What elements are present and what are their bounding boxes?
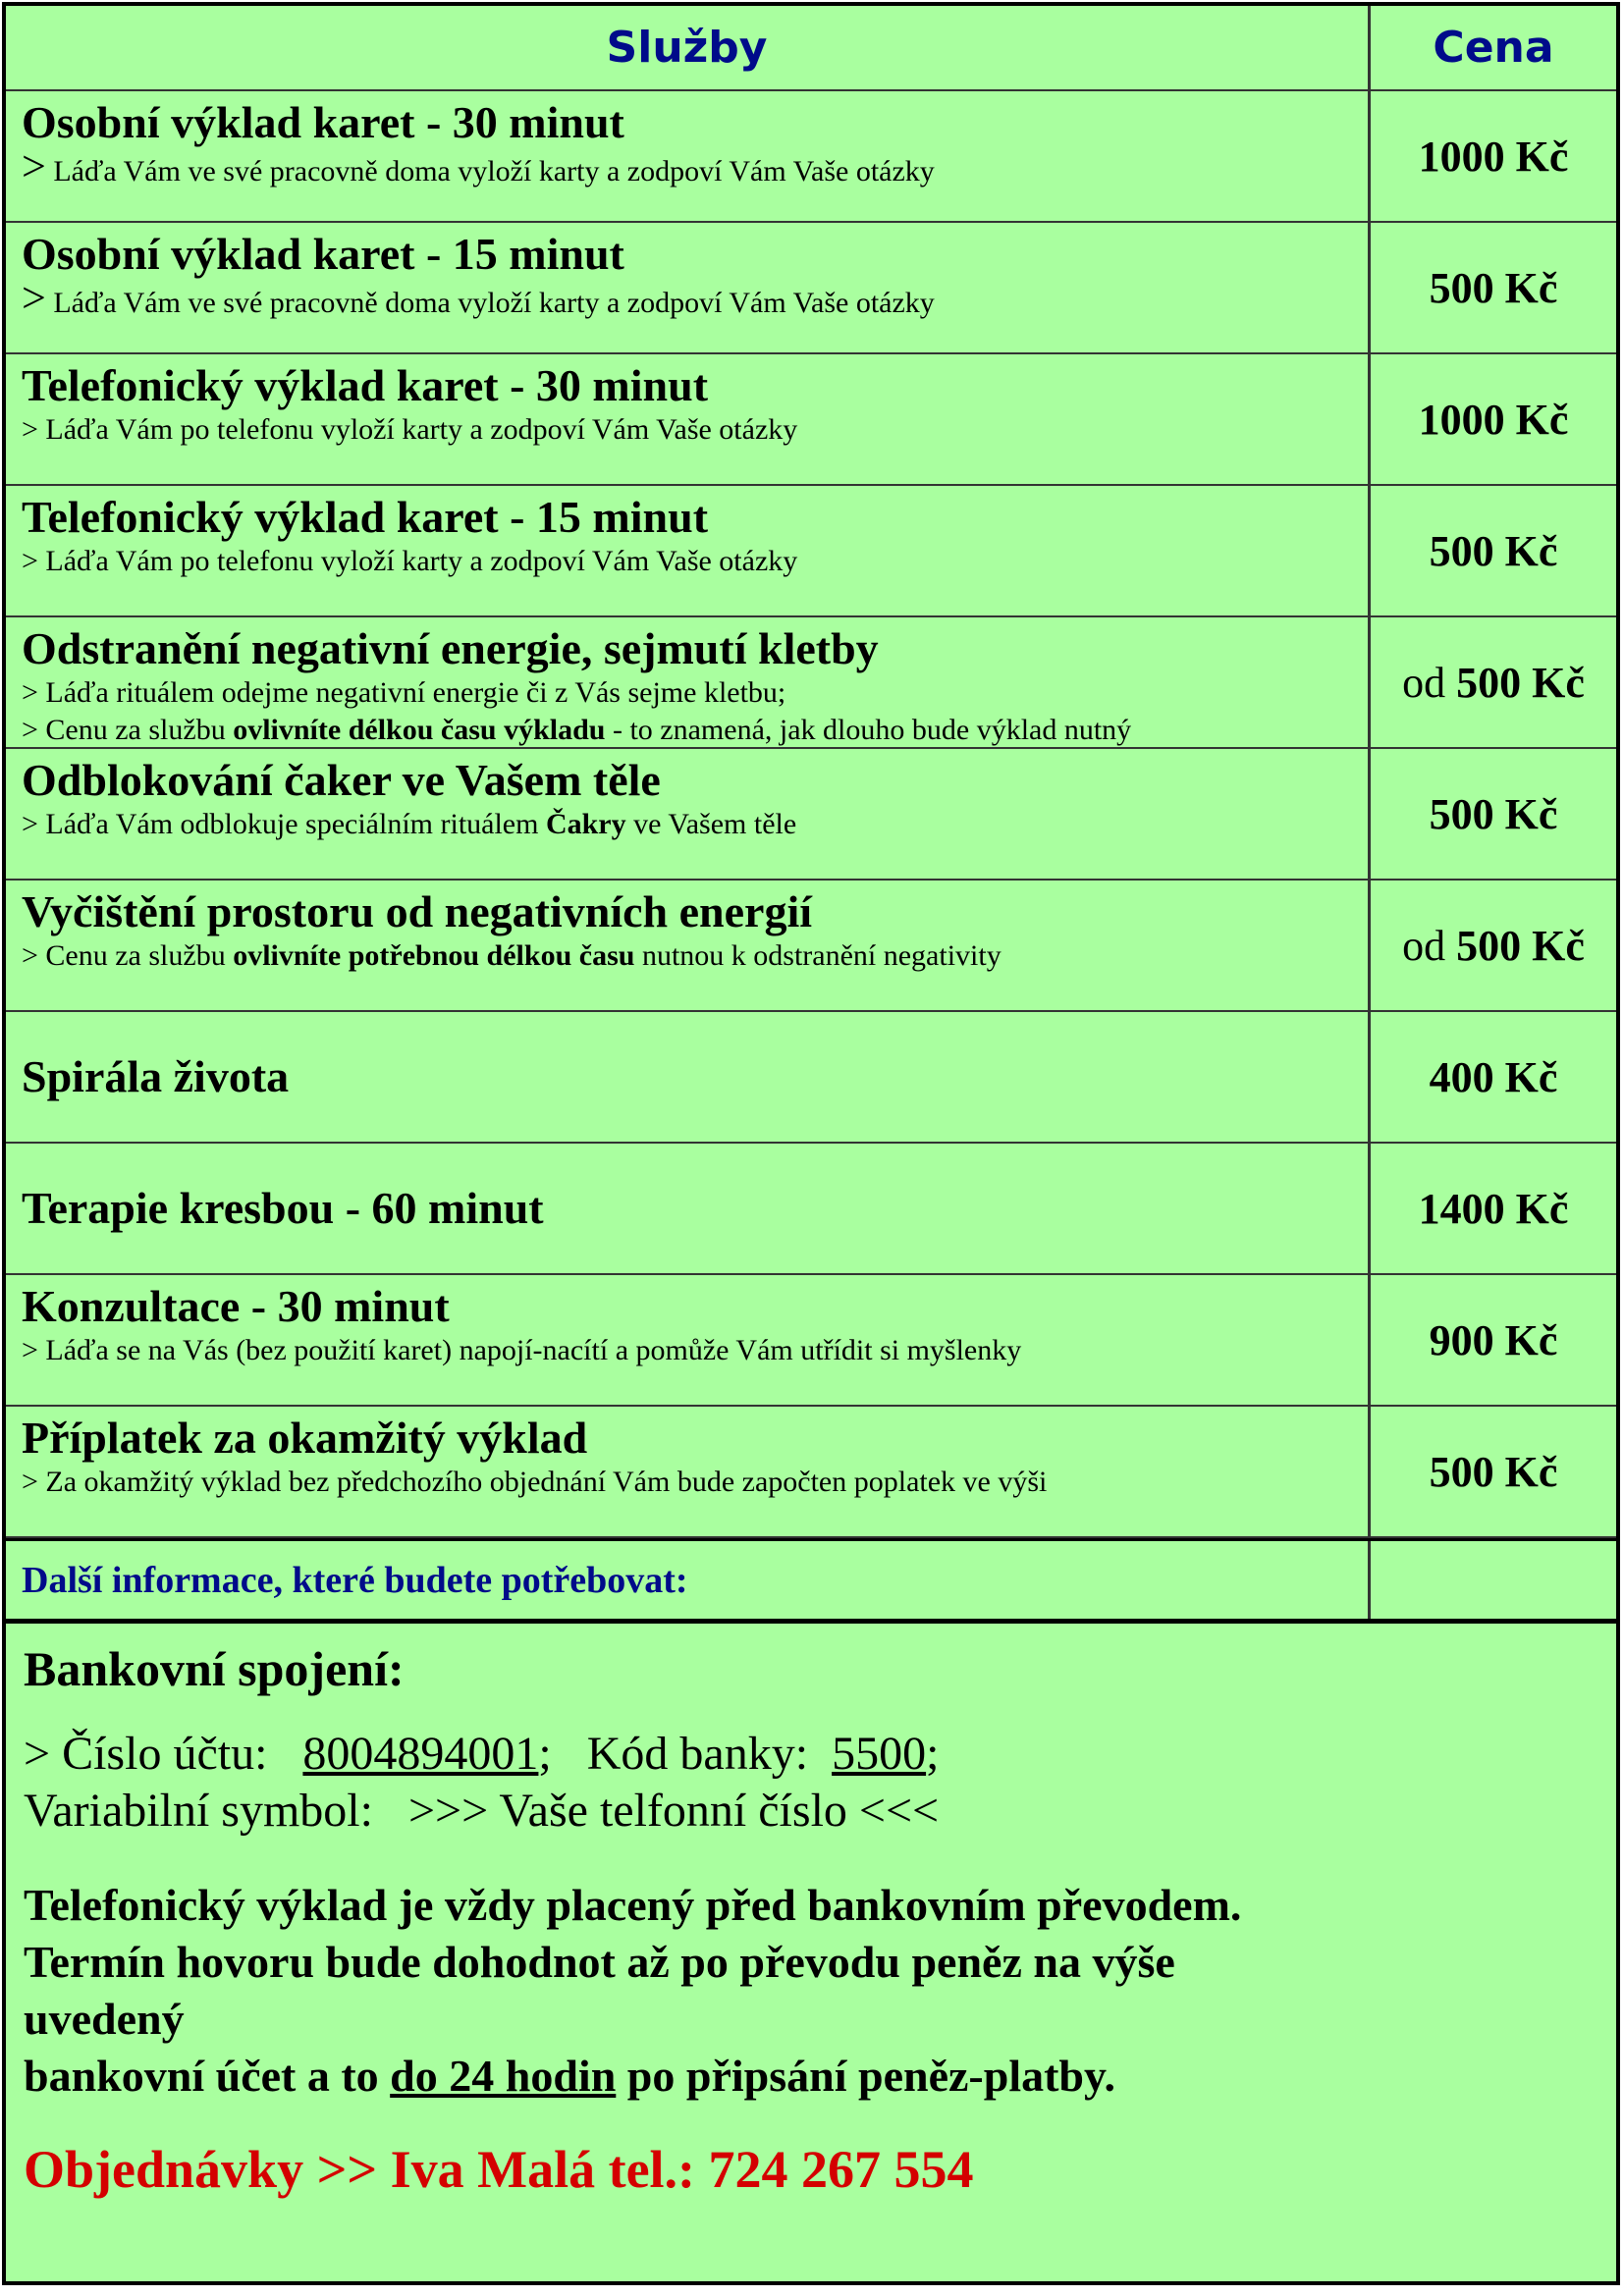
service-title: Vyčištění prostoru od negativních energií bbox=[22, 886, 813, 936]
service-title: Telefonický výklad karet - 15 minut bbox=[22, 492, 709, 542]
service-description: > Láďa rituálem odejme negativní energie či z Vás sejme kletbu; bbox=[22, 676, 786, 709]
service-price: od 500 Kč bbox=[1402, 658, 1585, 707]
service-description: > Láďa Vám po telefonu vyloží karty a zodpoví Vám Vaše otázky bbox=[22, 413, 798, 446]
order-contact: Objednávky >> Iva Malá tel.: 724 267 554 bbox=[24, 2140, 974, 2199]
services-table bbox=[2, 2, 1620, 1623]
table-row bbox=[6, 1144, 1616, 1275]
table-row bbox=[6, 749, 1616, 881]
service-title: Telefonický výklad karet - 30 minut bbox=[22, 360, 709, 410]
service-description: > Cenu za službu ovlivníte potřebnou délkou času nutnou k odstranění negativity bbox=[22, 939, 1001, 972]
payment-note: Telefonický výklad je vždy placený před bankovním převodem. bbox=[24, 1880, 1242, 1930]
service-price: 1000 Kč bbox=[1418, 395, 1569, 444]
table-row bbox=[6, 223, 1616, 354]
service-price: 500 Kč bbox=[1429, 526, 1558, 575]
service-title: Odblokování čaker ve Vašem těle bbox=[22, 755, 661, 805]
payment-note: bankovní účet a to do 24 hodin po připsání peněz-platby. bbox=[24, 2051, 1115, 2101]
service-description: > Cenu za službu ovlivníte délkou času výkladu - to znamená, jak dlouho bude výklad nutný bbox=[22, 714, 1132, 746]
price-column-header: Cena bbox=[1433, 23, 1554, 73]
bank-title: Bankovní spojení: bbox=[24, 1641, 405, 1696]
table-row bbox=[6, 617, 1616, 749]
service-title: Odstranění negativní energie, sejmutí kletby bbox=[22, 623, 879, 673]
service-price: 1000 Kč bbox=[1418, 132, 1569, 181]
service-description: > Láďa Vám odblokuje speciálním rituálem Čakry ve Vašem těle bbox=[22, 808, 797, 840]
service-description: > Láďa Vám ve své pracovně doma vyloží karty a zodpoví Vám Vaše otázky bbox=[22, 274, 935, 322]
bank-code: 5500 bbox=[832, 1728, 927, 1780]
table-row bbox=[6, 91, 1616, 223]
service-price: 500 Kč bbox=[1429, 263, 1558, 312]
table-header bbox=[6, 6, 1616, 91]
service-title: Konzultace - 30 minut bbox=[22, 1281, 450, 1331]
account-line: > Číslo účtu: 8004894001; Kód banky: 5500; bbox=[24, 1728, 940, 1780]
service-price: 1400 Kč bbox=[1418, 1184, 1569, 1233]
service-title: Terapie kresbou - 60 minut bbox=[22, 1183, 544, 1233]
info-label: Další informace, které budete potřebovat: bbox=[6, 1541, 1371, 1619]
info-empty-cell bbox=[1371, 1541, 1616, 1619]
service-title: Osobní výklad karet - 15 minut bbox=[22, 229, 624, 279]
service-price: 500 Kč bbox=[1429, 1447, 1558, 1496]
table-row bbox=[6, 1012, 1616, 1144]
service-price: od 500 Kč bbox=[1402, 921, 1585, 970]
table-row bbox=[6, 1407, 1616, 1538]
service-price: 500 Kč bbox=[1429, 789, 1558, 838]
service-description: > Láďa se na Vás (bez použití karet) napojí-nacítí a pomůže Vám utřídit si myšlenky bbox=[22, 1334, 1022, 1366]
service-title: Příplatek za okamžitý výklad bbox=[22, 1413, 588, 1463]
service-description: > Láďa Vám ve své pracovně doma vyloží karty a zodpoví Vám Vaše otázky bbox=[22, 142, 935, 190]
service-description: > Za okamžitý výklad bez předchozího objednání Vám bude započten poplatek ve výši bbox=[22, 1466, 1048, 1498]
service-title: Osobní výklad karet - 30 minut bbox=[22, 97, 624, 147]
payment-note: Termín hovoru bude dohodnot až po převodu peněz na výše uvedený bbox=[24, 1937, 1175, 2044]
service-price: 900 Kč bbox=[1429, 1315, 1558, 1364]
info-row bbox=[6, 1538, 1616, 1619]
service-title: Spirála života bbox=[22, 1051, 290, 1101]
bank-info-box bbox=[2, 1620, 1620, 2285]
table-row bbox=[6, 354, 1616, 486]
table-row bbox=[6, 1275, 1616, 1407]
services-column-header: Služby bbox=[6, 6, 1371, 89]
table-row bbox=[6, 881, 1616, 1012]
account-number: 8004894001 bbox=[302, 1728, 539, 1780]
service-price: 400 Kč bbox=[1429, 1052, 1558, 1101]
table-row bbox=[6, 486, 1616, 617]
service-description: > Láďa Vám po telefonu vyloží karty a zodpoví Vám Vaše otázky bbox=[22, 545, 798, 577]
variable-symbol-line: Variabilní symbol: >>> Vaše telfonní číslo <<< bbox=[24, 1785, 940, 1837]
